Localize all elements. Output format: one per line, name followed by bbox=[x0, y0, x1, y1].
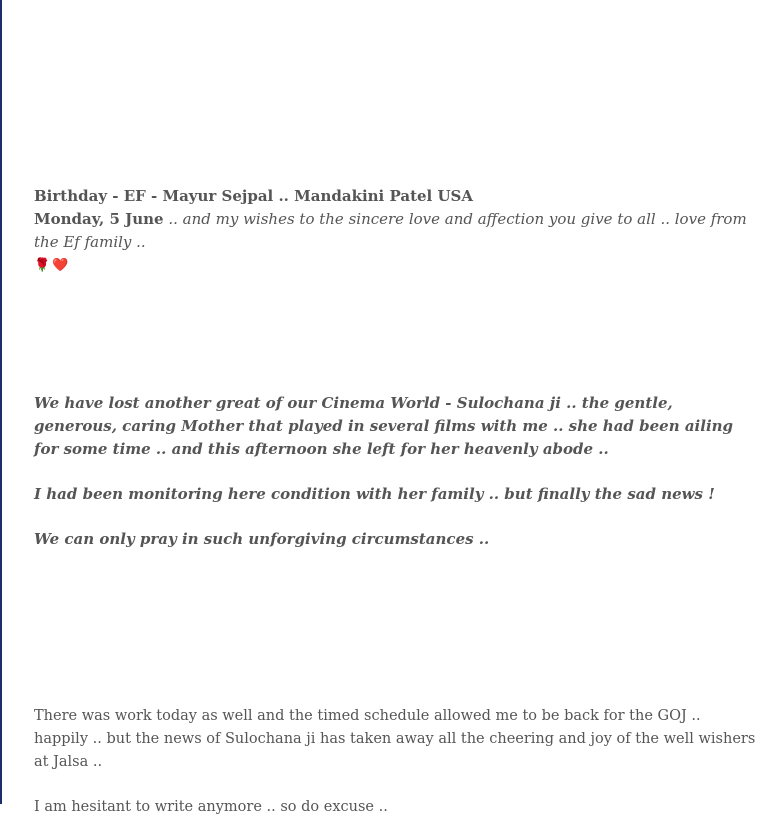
spacer bbox=[34, 774, 759, 796]
spacer bbox=[34, 277, 759, 392]
tribute-paragraph-2: I had been monitoring here condition with her family .. but finally the sad news ! bbox=[34, 485, 715, 503]
date-label: Monday, 5 June bbox=[34, 210, 164, 228]
tribute-paragraph-3: We can only pray in such unforgiving circumstances .. bbox=[34, 530, 490, 548]
emoji-rose-heart: 🌹❤️ bbox=[34, 258, 71, 273]
spacer bbox=[34, 551, 759, 705]
page-left-border bbox=[0, 0, 2, 804]
wishes-line bbox=[34, 208, 759, 254]
tribute-paragraph-1: We have lost another great of our Cinema World - Sulochana ji .. the gentle, generous, caring Mother that played in several films with me .. she had been ailing for some time .. and this afternoon she left for her heavenly abode .. bbox=[34, 394, 734, 458]
spacer bbox=[34, 506, 759, 528]
blog-post-body bbox=[34, 185, 759, 819]
closing-paragraph-2: I am hesitant to write anymore .. so do excuse .. bbox=[34, 799, 388, 815]
closing-paragraph-1: There was work today as well and the timed schedule allowed me to be back for the GOJ .. happily .. but the news of Sulochana ji has taken away all the cheering and joy of the well wishers at Jalsa .. bbox=[34, 708, 756, 770]
wishes-text: .. and my wishes to the sincere love and affection you give to all .. love from the Ef family .. bbox=[34, 210, 747, 251]
birthday-line: Birthday - EF - Mayur Sejpal .. Mandakini Patel USA bbox=[34, 187, 474, 205]
spacer bbox=[34, 461, 759, 483]
